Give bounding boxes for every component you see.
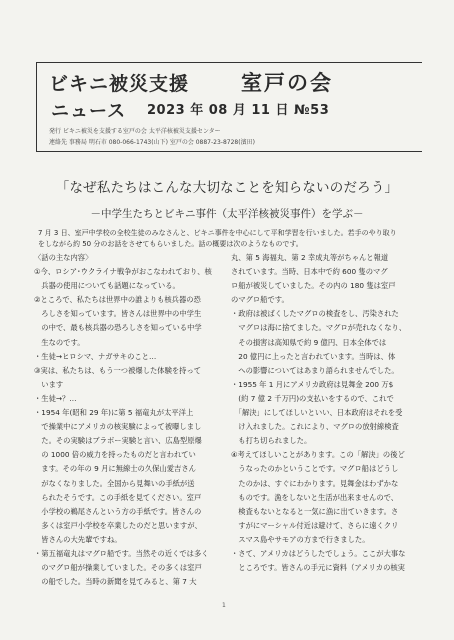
- right-line: その損害は高知県で約 9 億円、日本全体では: [231, 337, 387, 347]
- right-line: ④考えてほしいことがあります。この「解決」の後ど: [231, 450, 405, 460]
- right-line: 丸、第 5 海福丸、第 2 幸成丸等がちゃんと報道: [231, 253, 389, 262]
- left-line: 小学校の鵜尾さんという方の手紙です。皆さんの: [34, 506, 202, 516]
- left-line: ・第五福竜丸はマグロ船です。当然その近くでは多く: [34, 548, 209, 558]
- right-line: すがにマーシャル付近は避けて、さらに遠くクリ: [231, 520, 399, 530]
- right-line: への影響についてはあまり語られませんでした。: [231, 365, 399, 375]
- masthead-title-left: ビキニ被災支援: [49, 73, 190, 95]
- left-line: 〈話の主な内容〉: [34, 253, 93, 262]
- left-line: の船でした。当時の新聞を見てみると、第 7 大: [34, 577, 197, 587]
- left-line: ③実は、私たちは、もう一つ被爆した体験を持って: [34, 365, 202, 375]
- left-line: がなくなりました。全国から見舞いの手紙が送: [34, 478, 195, 488]
- masthead: [36, 62, 422, 152]
- intro-line: 7 月 3 日、室戸中学校の全校生徒のみなさんと、ビキニ事件を中心にして平和学習を行いました。若手のやり取り: [38, 229, 397, 237]
- left-line: ②ところで、私たちは世界中の誰よりも核兵器の恐: [34, 295, 201, 305]
- right-line: ものです。漁をしないと生活が出来ませんので、: [231, 492, 399, 502]
- right-line: ・さて、アメリカはどうしたでしょう。ここが大事な: [231, 548, 406, 558]
- left-line: 兵器の使用についても話題になっている。: [34, 281, 180, 291]
- issue-date-number: 2023 年 08 月 11 日 №53: [147, 103, 330, 118]
- right-line: ところです。皆さんの手元に資料（アメリカの核実: [231, 563, 405, 573]
- left-line: の中で、最も核兵器の恐ろしさを知っている中学: [34, 323, 202, 333]
- right-line: ・政府は被ばくしたマグロの検査をし、汚染された: [231, 309, 399, 319]
- article-headline: 「なぜ私たちはこんな大切なことを知らないのだろう」: [55, 180, 399, 196]
- right-line: のマグロ船です。: [231, 295, 289, 305]
- left-line: で操業中にアメリカの核実験によって被曝しまし: [34, 422, 202, 432]
- right-line: スマス島やサモアの方まで行きました。: [231, 534, 370, 544]
- left-line: 多くは室戸小学校を卒業したのだと思いますが、: [34, 520, 202, 530]
- right-line: たのかは、すぐにわかります。見舞金はわずかな: [231, 478, 399, 488]
- right-line: されています。当時、日本中で約 600 隻のマグ: [231, 267, 388, 277]
- left-line: られたそうです。この手紙を見てください。室戸: [34, 492, 202, 502]
- masthead-title-right: 室戸の会: [241, 71, 333, 95]
- left-line: 生なのです。: [34, 337, 85, 347]
- article-subheadline: －中学生たちとビキニ事件（太平洋核被災事件）を学ぶ－: [90, 208, 364, 220]
- left-line: ・1954 年(昭和 29 年)に第 5 福竜丸が太平洋上: [34, 408, 194, 418]
- intro-line: をしながら約 50 分のお話をさせてもらいました。話の概要は次のようなものです。: [38, 240, 303, 248]
- left-line: た。その実験はブラボー実験と言い、広島型原爆: [34, 436, 202, 446]
- right-line: うなったのかということです。マグロ船はどうし: [231, 464, 399, 474]
- left-line: の 1000 倍の威力を持ったものだと言われてい: [34, 450, 196, 460]
- page-number: 1: [222, 602, 226, 609]
- left-line: ・生徒→ヒロシマ、ナガサキのこと…: [34, 351, 157, 361]
- right-line: (約 7 億 2 千万円)の支払いをするので、これで: [231, 393, 394, 403]
- publisher-line: 発行 ビキニ被災を支援する室戸の会 太平洋核被災支援センター: [49, 128, 221, 135]
- left-column: [34, 251, 220, 589]
- contact-line: 連絡先 事務局 明石市 080-066-1743(山下) 室戸の会 0887-23-8728(濱田): [49, 139, 255, 146]
- left-line: のマグロ船が操業していました。その多くは室戸: [34, 563, 202, 573]
- right-line: 検査もないとなると一気に漁に出ていきます。さ: [231, 506, 399, 516]
- left-line: ろしさを知っています。皆さんは世界中の中学生: [34, 309, 202, 319]
- masthead-news-label: ニュース: [51, 101, 127, 122]
- right-line: ・1955 年 1 月にアメリカ政府は見舞金 200 万$: [231, 379, 394, 389]
- right-line: も打ち切られました。: [231, 436, 312, 446]
- right-line: ロ船が被災していました。その内の 180 隻は室戸: [231, 281, 396, 291]
- left-line: 皆さんの大先輩ですね。: [34, 534, 122, 544]
- left-line: ます。その年の 9 月に無線士の久保山愛吉さん: [34, 464, 196, 474]
- right-line: 20 億円に上ったと言われています。当時は、体: [231, 351, 396, 361]
- right-line: 「解決」にしてほしいといい、日本政府はそれを受: [231, 408, 403, 418]
- left-line: ①今、ロシア･ウクライナ戦争がおこなわれており、核: [34, 267, 212, 277]
- right-line: け入れました。これにより、マグロの放射線検査: [231, 422, 399, 432]
- intro-paragraph: [38, 228, 418, 250]
- right-column: [231, 251, 421, 575]
- right-line: マグロは海に捨てました。マグロが売れなくなり、: [231, 323, 407, 333]
- left-line: ・生徒→？…: [34, 393, 77, 403]
- left-line: います: [34, 379, 64, 389]
